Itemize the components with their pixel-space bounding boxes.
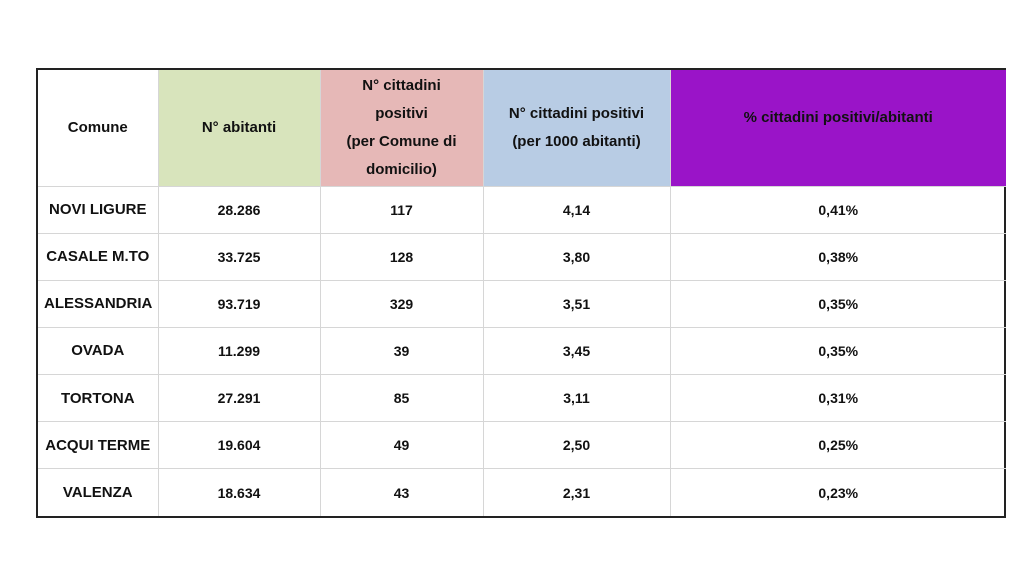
table-row: [38, 280, 1006, 327]
cell-per-1000: 2,50: [483, 422, 670, 469]
cell-percent: 0,31%: [670, 375, 1006, 422]
cell-percent: 0,35%: [670, 327, 1006, 374]
cell-per-1000: 2,31: [483, 469, 670, 516]
cell-abitanti: 33.725: [158, 233, 320, 280]
header-positivi: N° cittadini positivi (per Comune di domicilio): [320, 70, 483, 186]
cell-comune: CASALE M.TO: [38, 233, 158, 280]
table-row: [38, 422, 1006, 469]
cell-positivi: 49: [320, 422, 483, 469]
table-row: [38, 469, 1006, 516]
cell-percent: 0,41%: [670, 186, 1006, 233]
cell-per-1000: 3,11: [483, 375, 670, 422]
table-row: [38, 186, 1006, 233]
table-row: [38, 233, 1006, 280]
header-positivi-per-1000: N° cittadini positivi (per 1000 abitanti): [483, 70, 670, 186]
header-comune: Comune: [38, 70, 158, 186]
cell-positivi: 117: [320, 186, 483, 233]
cell-percent: 0,23%: [818, 484, 859, 501]
header-abitanti: N° abitanti: [158, 70, 320, 186]
cell-per-1000: 3,45: [483, 327, 670, 374]
positivi-table: [38, 70, 1006, 516]
cell-comune: ACQUI TERME: [38, 422, 158, 469]
cell-percent: 0,25%: [670, 422, 1006, 469]
header-percent-positivi: % cittadini positivi/abitanti: [670, 70, 1006, 186]
table-row: [38, 327, 1006, 374]
cell-per-1000: 3,51: [483, 280, 670, 327]
cell-abitanti: 28.286: [158, 186, 320, 233]
cell-positivi: 43: [320, 469, 483, 516]
cell-percent: 0,38%: [670, 233, 1006, 280]
cell-percent: 0,35%: [670, 280, 1006, 327]
table-row: [38, 375, 1006, 422]
cell-per-1000: 4,14: [483, 186, 670, 233]
cell-positivi: 39: [320, 327, 483, 374]
cell-abitanti: 27.291: [158, 375, 320, 422]
cell-abitanti: 18.634: [158, 469, 320, 516]
cell-positivi: 128: [320, 233, 483, 280]
cell-comune: OVADA: [38, 327, 158, 374]
cell-comune: ALESSANDRIA: [38, 280, 158, 327]
cell-comune: NOVI LIGURE: [38, 186, 158, 233]
cell-comune: TORTONA: [38, 375, 158, 422]
cell-per-1000: 3,80: [483, 233, 670, 280]
cell-abitanti: 11.299: [158, 327, 320, 374]
data-table-container: [36, 68, 1006, 518]
cell-positivi: 85: [320, 375, 483, 422]
cell-abitanti: 93.719: [158, 280, 320, 327]
header-row: [38, 70, 1006, 186]
cell-positivi: 329: [320, 280, 483, 327]
cell-abitanti: 19.604: [158, 422, 320, 469]
cell-comune: VALENZA: [38, 469, 158, 516]
